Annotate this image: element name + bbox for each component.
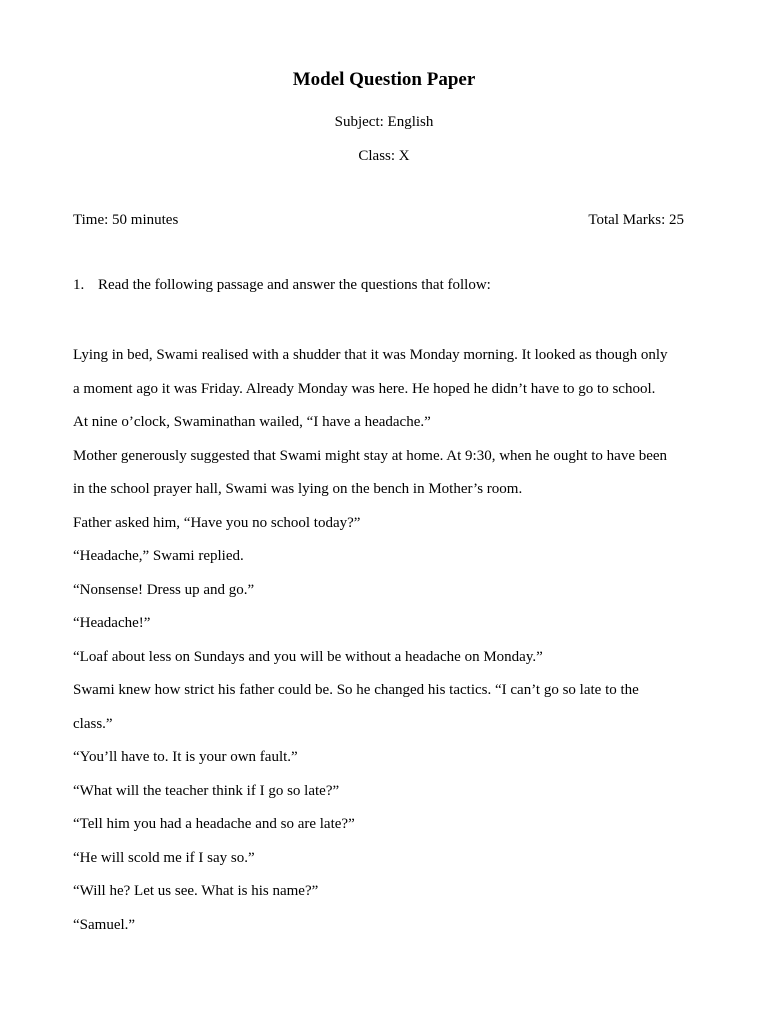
passage-line: “What will the teacher think if I go so late?” [73, 782, 340, 799]
question-number: 1. [73, 277, 85, 293]
class-line: Class: X [358, 148, 410, 164]
passage-line: “Headache!” [73, 615, 151, 631]
subject-line: Subject: English [334, 114, 434, 130]
passage-line: Father asked him, “Have you no school today?” [73, 514, 361, 531]
passage-line: “Headache,” Swami replied. [73, 548, 244, 564]
time-label: Time: 50 minutes [73, 212, 179, 228]
passage-line: class.” [73, 715, 113, 732]
total-marks-label: Total Marks: 25 [588, 212, 684, 228]
passage-line: Swami knew how strict his father could be. So he changed his tactics. “I can’t go so late to the [73, 682, 639, 698]
passage-line: a moment ago it was Friday. Already Monday was here. He hoped he didn’t have to go to school. [73, 380, 656, 397]
passage-line: “Loaf about less on Sundays and you will be without a headache on Monday.” [73, 648, 543, 665]
passage-line: in the school prayer hall, Swami was lying on the bench in Mother’s room. [73, 481, 523, 497]
passage-line: At nine o’clock, Swaminathan wailed, “I have a headache.” [73, 414, 431, 430]
passage-line: “Samuel.” [73, 916, 136, 933]
passage-line: “Nonsense! Dress up and go.” [73, 581, 255, 598]
passage-line: Lying in bed, Swami realised with a shudder that it was Monday morning. It looked as though only [73, 347, 668, 363]
passage-line: “He will scold me if I say so.” [73, 849, 255, 866]
page-title: Model Question Paper [292, 69, 476, 90]
passage-line: “Will he? Let us see. What is his name?” [73, 883, 319, 899]
passage-line: “Tell him you had a headache and so are late?” [73, 816, 355, 832]
passage [73, 339, 693, 942]
question-1 [73, 275, 491, 295]
question-instruction: Read the following passage and answer the questions that follow: [98, 277, 491, 293]
passage-line: “You’ll have to. It is your own fault.” [73, 749, 298, 765]
passage-line: Mother generously suggested that Swami might stay at home. At 9:30, when he ought to have been [73, 447, 668, 464]
exam-meta-row [73, 210, 684, 230]
